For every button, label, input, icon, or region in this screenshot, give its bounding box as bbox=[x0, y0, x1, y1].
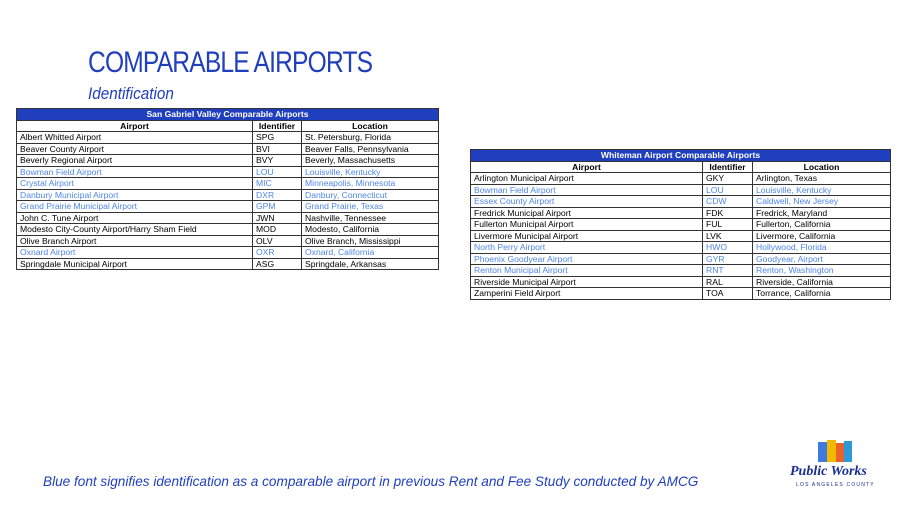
cell-airport: Renton Municipal Airport bbox=[471, 265, 703, 277]
cell-airport: Bowman Field Airport bbox=[17, 166, 253, 178]
cell-location: Oxnard, California bbox=[302, 247, 439, 259]
cell-identifier: OLV bbox=[253, 235, 302, 247]
cell-identifier: FUL bbox=[703, 219, 753, 231]
cell-location: Arlington, Texas bbox=[753, 173, 891, 185]
san-gabriel-table bbox=[16, 108, 439, 270]
logo-county: LOS ANGELES COUNTY bbox=[796, 482, 875, 488]
cell-location: Fullerton, California bbox=[753, 219, 891, 231]
cell-location: Riverside, California bbox=[753, 276, 891, 288]
whiteman-table bbox=[470, 149, 891, 300]
table-row bbox=[17, 212, 439, 224]
table-caption: San Gabriel Valley Comparable Airports bbox=[17, 109, 439, 121]
cell-location: Beaver Falls, Pennsylvania bbox=[302, 143, 439, 155]
cell-identifier: LOU bbox=[253, 166, 302, 178]
cell-airport: Riverside Municipal Airport bbox=[471, 276, 703, 288]
cell-identifier: LOU bbox=[703, 184, 753, 196]
table-row bbox=[17, 178, 439, 190]
cell-airport: Olive Branch Airport bbox=[17, 235, 253, 247]
cell-identifier: HWO bbox=[703, 242, 753, 254]
cell-location: Olive Branch, Mississippi bbox=[302, 235, 439, 247]
table-row bbox=[17, 155, 439, 167]
cell-location: Springdale, Arkansas bbox=[302, 258, 439, 270]
cell-airport: Arlington Municipal Airport bbox=[471, 173, 703, 185]
cell-airport: Springdale Municipal Airport bbox=[17, 258, 253, 270]
table-row bbox=[471, 265, 891, 277]
cell-airport: Oxnard Airport bbox=[17, 247, 253, 259]
footnote: Blue font signifies identification as a comparable airport in previous Rent and Fee Study conducted by AMCG bbox=[43, 474, 699, 489]
cell-airport: Fredrick Municipal Airport bbox=[471, 207, 703, 219]
cell-identifier: GYR bbox=[703, 253, 753, 265]
cell-airport: North Perry Airport bbox=[471, 242, 703, 254]
table-caption: Whiteman Airport Comparable Airports bbox=[471, 150, 891, 162]
logo-name: Public Works bbox=[790, 464, 867, 479]
cell-location: Renton, Washington bbox=[753, 265, 891, 277]
table-row bbox=[471, 184, 891, 196]
public-works-logo bbox=[788, 440, 880, 492]
table-row bbox=[17, 132, 439, 144]
cell-location: Livermore, California bbox=[753, 230, 891, 242]
table-row bbox=[471, 288, 891, 300]
table-row bbox=[17, 166, 439, 178]
header-identifier: Identifier bbox=[253, 120, 302, 132]
cell-identifier: RAL bbox=[703, 276, 753, 288]
table-row bbox=[471, 242, 891, 254]
table-row bbox=[17, 258, 439, 270]
cell-identifier: BVY bbox=[253, 155, 302, 167]
cell-identifier: OXR bbox=[253, 247, 302, 259]
table-row bbox=[471, 173, 891, 185]
table-row bbox=[17, 224, 439, 236]
cell-identifier: TOA bbox=[703, 288, 753, 300]
cell-location: Modesto, California bbox=[302, 224, 439, 236]
cell-location: Louisville, Kentucky bbox=[302, 166, 439, 178]
cell-location: Danbury, Connecticut bbox=[302, 189, 439, 201]
cell-location: Fredrick, Maryland bbox=[753, 207, 891, 219]
cell-airport: Essex County Airport bbox=[471, 196, 703, 208]
table-row bbox=[17, 235, 439, 247]
cell-identifier: ASG bbox=[253, 258, 302, 270]
cell-identifier: LVK bbox=[703, 230, 753, 242]
cell-airport: Beverly Regional Airport bbox=[17, 155, 253, 167]
table-row bbox=[471, 253, 891, 265]
table-row bbox=[17, 189, 439, 201]
cell-identifier: BVI bbox=[253, 143, 302, 155]
table-row bbox=[471, 276, 891, 288]
cell-airport: Livermore Municipal Airport bbox=[471, 230, 703, 242]
logo-mark-icon bbox=[818, 440, 852, 464]
cell-location: Torrance, California bbox=[753, 288, 891, 300]
cell-identifier: JWN bbox=[253, 212, 302, 224]
header-identifier: Identifier bbox=[703, 161, 753, 173]
cell-identifier: MIC bbox=[253, 178, 302, 190]
cell-identifier: MOD bbox=[253, 224, 302, 236]
cell-airport: Beaver County Airport bbox=[17, 143, 253, 155]
cell-location: Nashville, Tennessee bbox=[302, 212, 439, 224]
page-title: COMPARABLE AIRPORTS bbox=[88, 46, 373, 79]
table-row bbox=[17, 143, 439, 155]
cell-airport: Zamperini Field Airport bbox=[471, 288, 703, 300]
cell-airport: Danbury Municipal Airport bbox=[17, 189, 253, 201]
table-row bbox=[471, 196, 891, 208]
table-row bbox=[471, 207, 891, 219]
cell-identifier: SPG bbox=[253, 132, 302, 144]
cell-location: Grand Prairie, Texas bbox=[302, 201, 439, 213]
header-airport: Airport bbox=[471, 161, 703, 173]
header-airport: Airport bbox=[17, 120, 253, 132]
cell-identifier: DXR bbox=[253, 189, 302, 201]
cell-airport: Phoenix Goodyear Airport bbox=[471, 253, 703, 265]
cell-location: Caldwell, New Jersey bbox=[753, 196, 891, 208]
cell-location: Hollywood, Florida bbox=[753, 242, 891, 254]
cell-location: Minneapolis, Minnesota bbox=[302, 178, 439, 190]
cell-airport: Crystal Airport bbox=[17, 178, 253, 190]
header-location: Location bbox=[753, 161, 891, 173]
table-row bbox=[471, 219, 891, 231]
cell-identifier: GPM bbox=[253, 201, 302, 213]
cell-location: St. Petersburg, Florida bbox=[302, 132, 439, 144]
page-subtitle: Identification bbox=[88, 84, 174, 103]
cell-airport: Grand Prairie Municipal Airport bbox=[17, 201, 253, 213]
cell-location: Louisville, Kentucky bbox=[753, 184, 891, 196]
cell-identifier: GKY bbox=[703, 173, 753, 185]
table-row bbox=[17, 201, 439, 213]
cell-identifier: FDK bbox=[703, 207, 753, 219]
cell-location: Beverly, Massachusetts bbox=[302, 155, 439, 167]
cell-airport: Bowman Field Airport bbox=[471, 184, 703, 196]
table-row bbox=[471, 230, 891, 242]
cell-airport: Albert Whitted Airport bbox=[17, 132, 253, 144]
cell-location: Goodyear, Airport bbox=[753, 253, 891, 265]
cell-airport: John C. Tune Airport bbox=[17, 212, 253, 224]
cell-airport: Modesto City-County Airport/Harry Sham Field bbox=[17, 224, 253, 236]
cell-identifier: RNT bbox=[703, 265, 753, 277]
header-location: Location bbox=[302, 120, 439, 132]
cell-identifier: CDW bbox=[703, 196, 753, 208]
cell-airport: Fullerton Municipal Airport bbox=[471, 219, 703, 231]
table-row bbox=[17, 247, 439, 259]
